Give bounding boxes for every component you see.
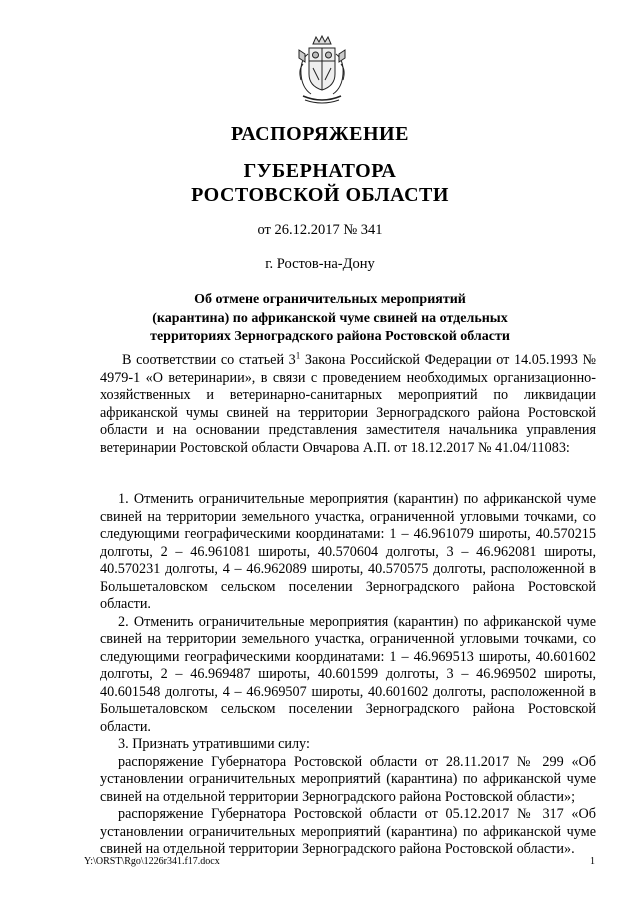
- preamble-text: Закона Российской Федерации от 14.05.1993 № 4979-1 «О ветеринарии», в связи с проведением необходимых организационно-хозяйственных и ветеринарно-санитарных мероприятий по ликвидации африканской чумы свиней на территории Зерноградского района Ростовской области и на основании представления заместителя начальника управления ветеринарии Ростовской области Овчарова А.П. от 18.12.2017 № 41.04/11083:: [100, 352, 596, 456]
- document-body: [100, 352, 596, 859]
- preamble-text: В соответствии со статьей 3: [122, 352, 296, 368]
- city: г. Ростов-на-Дону: [265, 256, 375, 272]
- document-title: РАСПОРЯЖЕНИЕ: [231, 123, 409, 145]
- page-number: 1: [590, 856, 595, 867]
- item-paragraph: 3. Признать утратившими силу:: [118, 736, 310, 752]
- footer-file-path: Y:\ORST\Rgo\1226r341.f17.docx: [84, 856, 220, 867]
- issuer-line-2: РОСТОВСКОЙ ОБЛАСТИ: [191, 184, 449, 206]
- item-paragraph: 2. Отменить ограничительные мероприятия (карантин) по африканской чуме свиней на территории земельного участка, ограниченной угловыми точками, со следующими географическими координатами: 1 – 46.969513 широты, 40.601602 долготы, 2 – 46.969487 широты, 40.601599 долготы, 3 – 46.969502 широты, 40.601548 долготы, 4 – 46.969507 широты, 40.601602 долготы, расположенной в Большеталовском сельском поселении Зерноградского района Ростовской области.: [100, 613, 596, 735]
- article-superscript: 1: [295, 350, 301, 361]
- subject-line: (карантина) по африканской чуме свиней на отдельных: [152, 310, 508, 326]
- document-subject: [140, 291, 520, 347]
- subject-line: территориях Зерноградского района Ростовской области: [150, 329, 510, 344]
- item-paragraph: распоряжение Губернатора Ростовской области от 05.12.2017 № 317 «Об установлении ограничительных мероприятий (карантина) по африканской чуме свиней на отдельной территории Зерноградского района Ростовской области».: [100, 806, 596, 857]
- item-paragraph: 1. Отменить ограничительные мероприятия (карантин) по африканской чуме свиней на территории земельного участка, ограниченной угловыми точками, со следующими географическими координатами: 1 – 46.961079 широты, 40.570215 долготы, 2 – 46.961081 широты, 40.570604 долготы, 3 – 46.962081 широты, 40.570231 долготы, 4 – 46.962089 широты, 40.570575 долготы, расположенной в Большеталовском сельском поселении Зерноградского района Ростовской области.: [100, 491, 596, 612]
- date-number: от 26.12.2017 № 341: [257, 222, 383, 238]
- issuer-line-1: ГУБЕРНАТОРА: [243, 160, 397, 182]
- item-paragraph: распоряжение Губернатора Ростовской области от 28.11.2017 № 299 «Об установлении ограничительных мероприятий (карантина) по африканской чуме свиней на отдельной территории Зерноградского района Ростовской области»;: [100, 753, 596, 805]
- subject-line: Об отмене ограничительных мероприятий: [194, 292, 466, 307]
- preamble-paragraph: [100, 352, 596, 457]
- coat-of-arms-emblem: [295, 34, 349, 106]
